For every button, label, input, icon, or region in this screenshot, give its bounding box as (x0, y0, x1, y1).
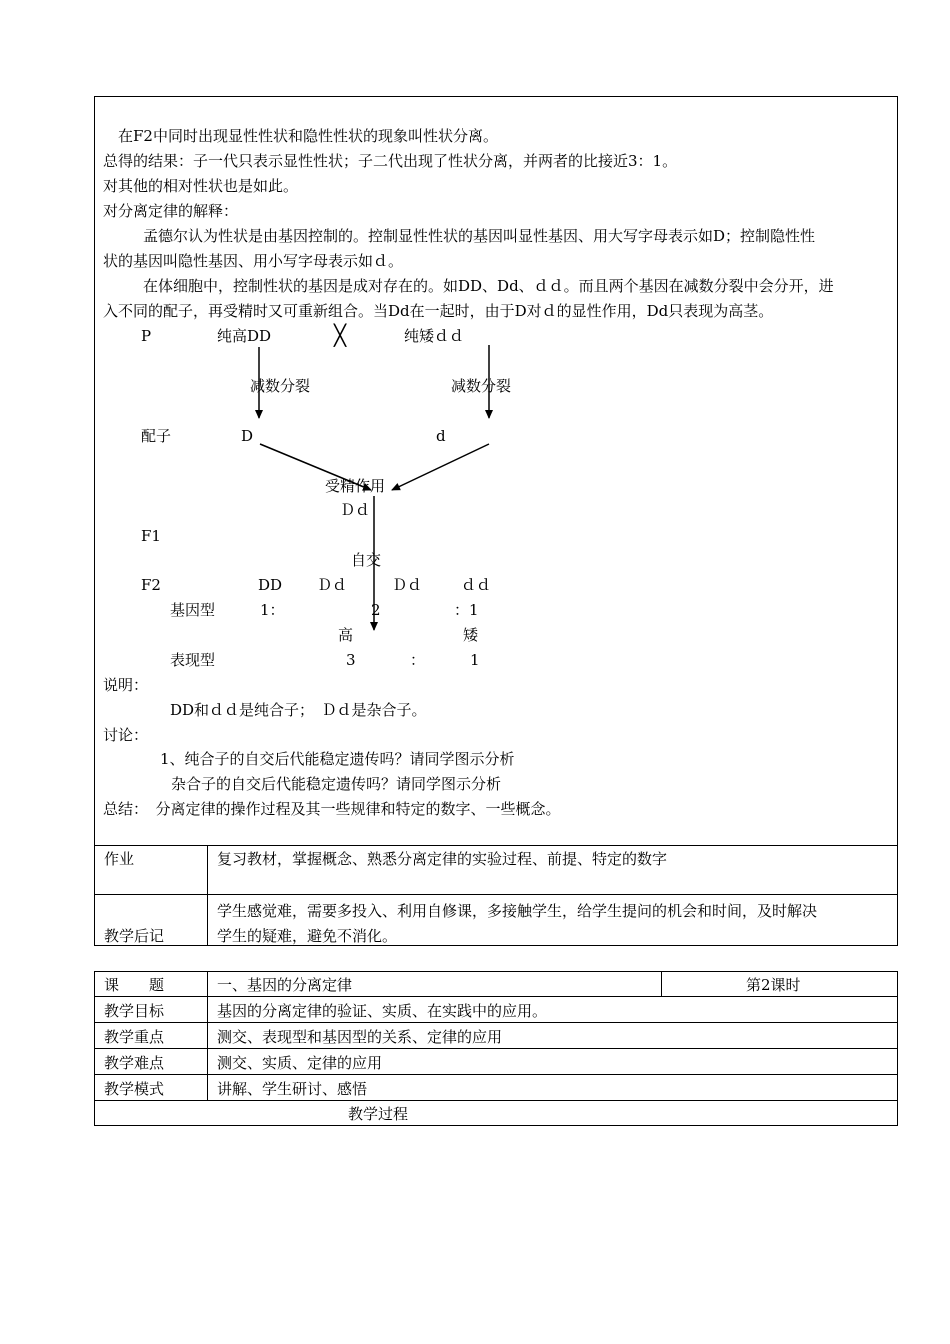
text-line-5: 孟德尔认为性状是由基因控制的。控制显性性状的基因叫显性基因、用大写字母表示如D；控制隐性性 (143, 227, 816, 245)
objective-value: 基因的分离定律的验证、实质、在实践中的应用。 (217, 1002, 548, 1020)
topic-value: 一、基因的分离定律 (217, 976, 353, 994)
phenotype-colon: ： (410, 651, 426, 669)
period-value: 第2课时 (746, 976, 801, 994)
topic-label: 课 题 (104, 976, 165, 994)
row-divider-4 (94, 1074, 898, 1075)
col-divider-1 (207, 971, 208, 1100)
p-generation-label: P (141, 327, 152, 345)
text-line-4: 对分离定律的解释： (103, 202, 239, 220)
row-divider-1 (94, 996, 898, 997)
key-point-value: 测交、表现型和基因型的关系、定律的应用 (217, 1028, 503, 1046)
row-divider-5 (94, 1100, 898, 1101)
f1-genotype: Ｄｄ (340, 501, 371, 519)
meiosis-left-label: 减数分裂 (250, 377, 311, 395)
genotype-ratio-3: ：1 (454, 601, 479, 619)
text-line-6: 状的基因叫隐性基因、用小写字母表示如ｄ。 (103, 252, 404, 270)
afterword-text-1: 学生感觉难，需要多投入、利用自修课，多接触学生，给学生提问的机会和时间，及时解决 (217, 902, 818, 920)
explain-text: DD和ｄｄ是纯合子； Ｄｄ是杂合子。 (170, 701, 427, 719)
text-line-7: 在体细胞中，控制性状的基因是成对存在的。如DD、Dd、ｄｄ。而且两个基因在减数分裂中会分开，进 (143, 277, 834, 295)
gamete-D: D (241, 427, 254, 445)
phenotype-ratio-1: 3 (346, 651, 356, 669)
afterword-label: 教学后记 (104, 927, 165, 945)
genotype-ratio-1: 1： (260, 601, 285, 619)
key-point-label: 教学重点 (104, 1028, 165, 1046)
genotype-ratio-2: 2 (371, 601, 381, 619)
gamete-label: 配子 (141, 427, 172, 445)
f2-label: F2 (141, 576, 161, 594)
row-divider-3 (94, 1048, 898, 1049)
genotype-label: 基因型 (170, 601, 216, 619)
meiosis-right-label: 减数分裂 (451, 377, 512, 395)
homework-text: 复习教材，掌握概念、熟悉分离定律的实验过程、前提、特定的数字 (217, 850, 668, 868)
text-line-1: 在F2中同时出现显性性状和隐性性状的现象叫性状分离。 (103, 127, 498, 145)
f2-genotype-Dd-1: Ｄｄ (317, 576, 348, 594)
difficulty-label: 教学难点 (104, 1054, 165, 1072)
arrow-d-lower-to-fertilization (392, 444, 489, 490)
discuss-question-1: 1、纯合子的自交后代能稳定遗传吗？请同学图示分析 (160, 750, 515, 768)
explain-label: 说明： (103, 676, 149, 694)
phenotype-label: 表现型 (170, 651, 216, 669)
text-line-2: 总得的结果：子一代只表示显性性状；子二代出现了性状分离，并两者的比接近3：1。 (103, 152, 678, 170)
difficulty-value: 测交、实质、定律的应用 (217, 1054, 383, 1072)
mode-label: 教学模式 (104, 1080, 165, 1098)
homework-label: 作业 (104, 850, 135, 868)
text-line-8: 入不同的配子，再受精时又可重新组合。当Dd在一起时，由于D对ｄ的显性作用，Dd只表现为高茎。 (103, 302, 774, 320)
afterword-text-2: 学生的疑难，避免不消化。 (217, 927, 398, 945)
f1-label: F1 (141, 527, 161, 545)
selfing-label: 自交 (351, 551, 382, 569)
parent-short-dd: 纯矮ｄｄ (404, 327, 465, 345)
col-divider-2 (661, 971, 662, 997)
f2-genotype-dd: ｄｄ (461, 576, 492, 594)
f2-genotype-Dd-2: Ｄｄ (392, 576, 423, 594)
cross-symbol: ╳ (334, 323, 347, 347)
mode-value: 讲解、学生研讨、感悟 (217, 1080, 368, 1098)
process-heading: 教学过程 (348, 1105, 409, 1123)
objective-label: 教学目标 (104, 1002, 165, 1020)
phenotype-tall: 高 (338, 626, 354, 644)
f2-genotype-DD: DD (258, 576, 283, 594)
row-divider-2 (94, 1022, 898, 1023)
gamete-d: d (436, 427, 446, 445)
text-line-3: 对其他的相对性状也是如此。 (103, 177, 299, 195)
phenotype-short: 矮 (463, 626, 479, 644)
parent-tall-DD: 纯高DD (217, 327, 272, 345)
phenotype-ratio-2: 1 (470, 651, 480, 669)
summary-text: 总结： 分离定律的操作过程及其一些规律和特定的数字、一些概念。 (103, 800, 561, 818)
fertilization-label: 受精作用 (325, 477, 386, 495)
discuss-label: 讨论： (103, 726, 149, 744)
discuss-question-2: 杂合子的自交后代能稳定遗传吗？请同学图示分析 (171, 775, 502, 793)
